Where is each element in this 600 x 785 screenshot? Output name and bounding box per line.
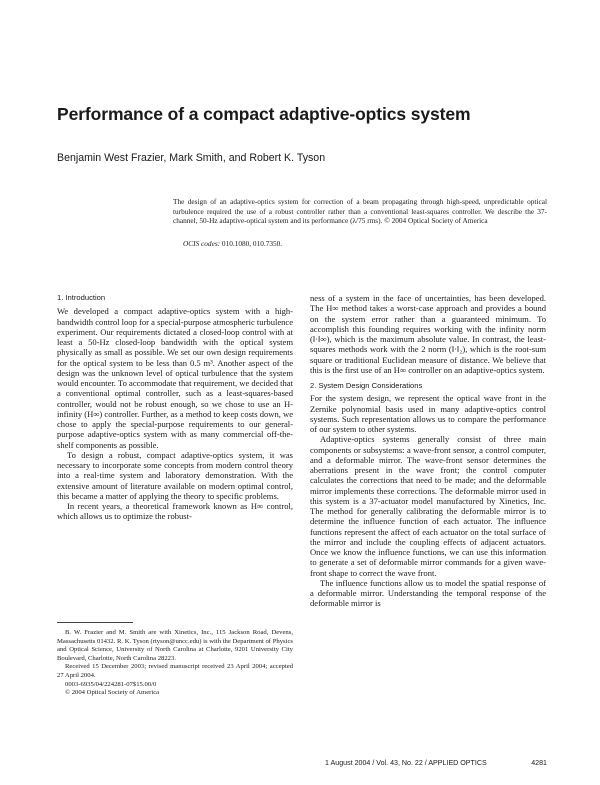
ocis-codes — [183, 239, 533, 249]
paragraph: Adaptive-optics systems generally consist of three main components or subsystems: a wave-front sensor, a control computer, and a deformable mirror. The wave-front sensor determines the aberrations present in the wave front; the control computer calculates the corrections that need to be made; and the deformable mirror implements these corrections. The deformable mirror used in this system is a 37-actuator model manufactured by Xinetics, Inc. The method for generally calibrating the deformable mirror is to determine the influence function of each actuator. The influence functions represent the affect of each actuator on the total surface of the mirror and include the coupling effects of adjacent actuators. Once we know the influence functions, we can use this information to generate a set of deformable mirror commands for a given wave-front shape to correct the wave front. — [310, 434, 546, 578]
paper-title: Performance of a compact adaptive-optics system — [57, 104, 471, 124]
ocis-values: 010.1080, 010.7350. — [221, 239, 283, 248]
author-list: Benjamin West Frazier, Mark Smith, and Robert K. Tyson — [57, 152, 326, 164]
paragraph: We developed a compact adaptive-optics system with a high-bandwidth control loop for a special-purpose atmospheric turbulence experiment. Our requirements dictated a closed-loop control with at least a 50-Hz closed-loop bandwidth with the optical system physically as small as possible. We set our own design requirements for the optical system to be less than 0.5 m³. Another aspect of the design was the unknown level of optical turbulence that the system would encounter. To accommodate that requirement, we decided that a conventional optimal controller, such as a least-squares-based controller, would not be robust enough, so we chose to use an H-infinity (H∞) controller. Further, as a method to keep costs down, we chose to apply the special-purpose requirements to our general-purpose adaptive-optics system with as many commercial off-the-shelf components as possible. — [57, 306, 293, 450]
journal-citation: 1 August 2004 / Vol. 43, No. 22 / APPLIED OPTICS — [325, 759, 487, 767]
footnote-divider — [57, 622, 133, 623]
paragraph: The influence functions allow us to model the spatial response of a deformable mirror. Understanding the temporal response of the deformable mirror is — [310, 577, 546, 609]
paragraph: For the system design, we represent the optical wave front in the Zernike polynomial basis used in many adaptive-optics control systems. Such representation allows us to compare the performance of our system to other systems. — [310, 393, 546, 434]
running-footer — [325, 759, 547, 767]
section-heading-system-design: 2. System Design Considerations — [310, 381, 423, 390]
section-heading-introduction: 1. Introduction — [57, 293, 106, 302]
right-column — [310, 293, 546, 609]
left-column — [57, 293, 293, 522]
paragraph: To design a robust, compact adaptive-optics system, it was necessary to incorporate some concepts from modern control theory into a real-time system and laboratory demonstration. With the extensive amount of literature available on modern optimal control, this became a matter of applying the theory to specific problems. — [57, 449, 293, 501]
footnote-affiliations: B. W. Frazier and M. Smith are with Xinetics, Inc., 115 Jackson Road, Devens, Massachusetts 01432. R. K. Tyson (rtyson@uncc.edu) is with the Department of Physics and Optical Science, University of North Carolina at Charlotte, 9201 University City Boulevard, Charlotte, North Carolina 28223. — [57, 629, 293, 662]
page-number: 4281 — [531, 759, 547, 767]
footnote-received: Received 15 December 2003; revised manuscript received 23 April 2004; accepted 27 April 2004. — [57, 663, 293, 679]
footnote-code: 0003-6935/04/224281-07$15.00/0 — [65, 680, 157, 688]
paragraph: ness of a system in the face of uncertainties, has been developed. The H∞ method takes a worst-case approach and provides a bound on the system error rather than a guaranteed minimum. To accomplish this founding requires working with the infinity norm (‖·‖∞), which is the maximum absolute value. In contrast, the least-squares methods work with the 2 norm (‖·‖₂), which is the root-sum square or traditional Euclidean measure of distance. We believe that this is the first use of an H∞ controller on an adaptive-optics system. — [310, 293, 546, 375]
abstract: The design of an adaptive-optics system for correction of a beam propagating through high-speed, unpredictable optical turbulence required the use of a robust controller rather than a conventional least-squares controller. We describe the 37-channel, 50-Hz adaptive-optical system and its performance (λ/75 rms). © 2004 Optical Society of America — [173, 197, 547, 226]
footnotes — [57, 629, 293, 698]
ocis-label: OCIS codes: — [183, 239, 221, 248]
paragraph: In recent years, a theoretical framework known as H∞ control, which allows us to optimize the robust- — [57, 501, 293, 522]
footnote-copyright: © 2004 Optical Society of America — [65, 689, 160, 697]
